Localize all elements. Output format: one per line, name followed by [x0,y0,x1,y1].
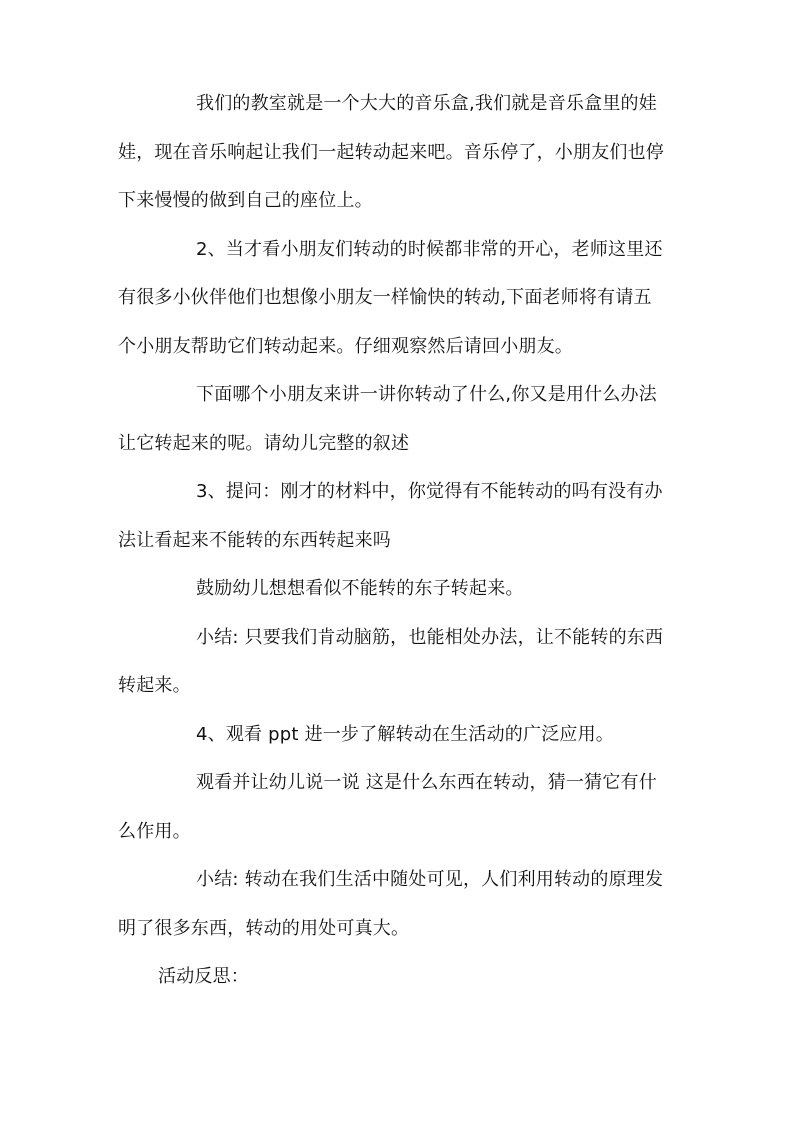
paragraph-line-2: 娃，现在音乐响起让我们一起转动起来吧。音乐停了，小朋友们也停 [118,141,664,163]
paragraph-line-11: 鼓励幼儿想想看似不能转的东子转起来。 [196,578,524,599]
section-heading-reflection: 活动反思： [158,966,249,987]
paragraph-line-3: 下来慢慢的做到自己的座位上。 [118,190,373,211]
paragraph-line-14: 4、观看 ppt 进一步了解转动在生活动的广泛应用。 [196,723,615,745]
paragraph-line-15: 观看并让幼儿说一说 这是什么东西在转动，猜一猜它有什 [196,772,657,793]
document-body [118,80,678,1002]
paragraph-line-17: 小结: 转动在我们生活中随处可见，人们利用转动的原理发 [196,869,664,890]
paragraph-line-6: 个小朋友帮助它们转动起来。仔细观察然后请回小朋友。 [118,335,573,357]
paragraph-line-18: 明了很多东西，转动的用处可真大。 [118,917,410,939]
paragraph-line-10: 法让看起来不能转的东西转起来吗 [118,529,391,551]
paragraph-line-5: 有很多小伙伴他们也想像小朋友一样愉快的转动,下面老师将有请五 [118,287,652,308]
paragraph-line-7: 下面哪个小朋友来讲一讲你转动了什么,你又是用什么办法 [196,384,657,405]
paragraph-line-13: 转起来。 [118,675,191,696]
paragraph-line-8: 让它转起来的呢。请幼儿完整的叙述 [118,432,410,454]
paragraph-line-16: 么作用。 [118,820,191,842]
paragraph-line-4: 2、当才看小朋友们转动的时候都非常的开心，老师这里还 [196,238,663,260]
paragraph-line-9: 3、提问：刚才的材料中，你觉得有不能转动的吗有没有办 [196,481,663,502]
paragraph-line-12: 小结: 只要我们肯动脑筋，也能相处办法，让不能转的东西 [196,626,664,648]
paragraph-line-1: 我们的教室就是一个大大的音乐盒,我们就是音乐盒里的娃 [196,93,657,114]
